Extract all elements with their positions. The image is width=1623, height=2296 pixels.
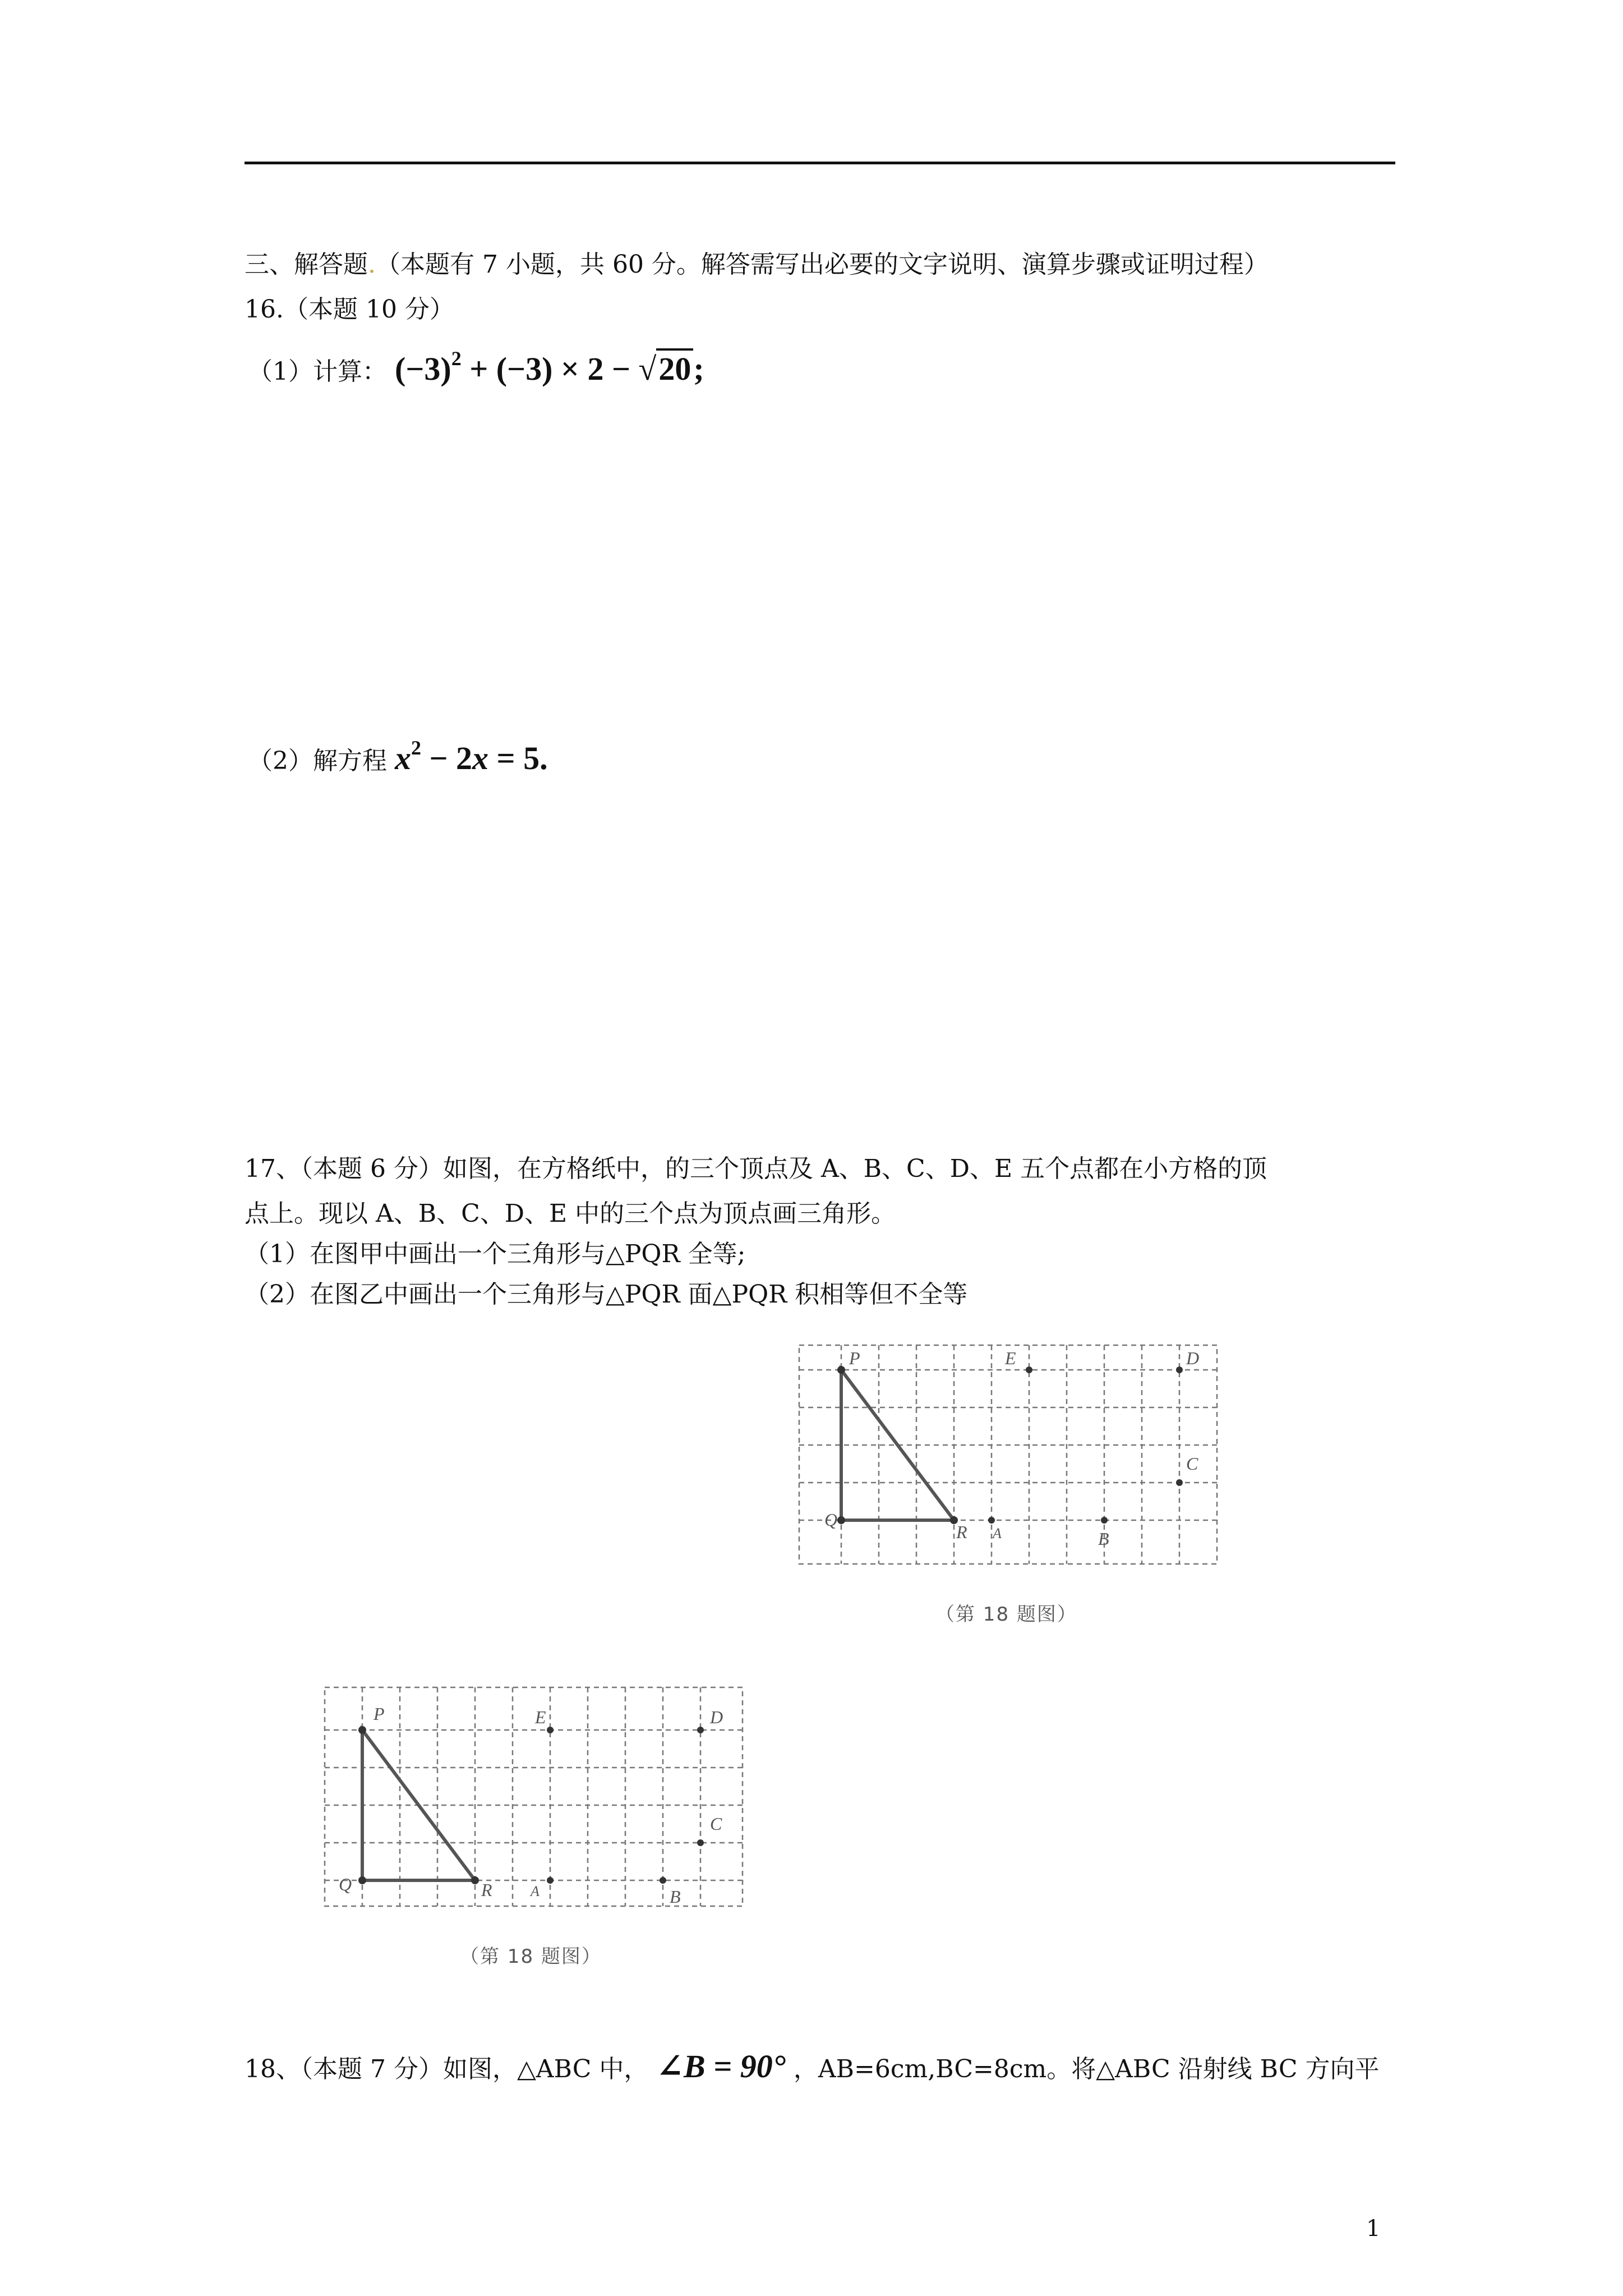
point-d <box>697 1727 704 1733</box>
point-b <box>1101 1517 1108 1524</box>
point-a <box>988 1517 995 1524</box>
label-q: Q <box>339 1874 352 1894</box>
q18-line <box>245 2050 1379 2086</box>
q17-part-1: （1）在图甲中画出一个三角形与△PQR 全等; <box>245 1240 746 1268</box>
q16-part1 <box>248 347 704 389</box>
point-e <box>547 1727 554 1733</box>
point-c <box>697 1839 704 1846</box>
q17-part-2: （2）在图乙中画出一个三角形与△PQR 面△PQR 积相等但不全等 <box>245 1280 968 1309</box>
q18-suffix: ，AB=6cm,BC=8cm。将△ABC 沿射线 BC 方向平 <box>793 2055 1380 2083</box>
grid-figure-a <box>796 1341 1223 1576</box>
q16-heading: 16.（本题 10 分） <box>245 295 454 324</box>
label-a: A <box>993 1525 1002 1542</box>
label-c: C <box>710 1814 722 1834</box>
grid-figure-b-svg <box>322 1683 748 1918</box>
q17-line-1: 17、（本题 6 分）如图，在方格纸中，的三个顶点及 A、B、C、D、E 五个点都在小方格的顶 <box>245 1154 1267 1183</box>
label-b: B <box>670 1887 681 1907</box>
sqrt-sign: √ <box>638 351 657 387</box>
eq-exponent: 2 <box>411 737 421 759</box>
label-r: R <box>956 1522 967 1542</box>
q16-part2 <box>248 737 548 778</box>
expr-term-1: (−3) <box>395 351 451 387</box>
grid-lines <box>325 1687 743 1906</box>
section-heading <box>245 248 1269 282</box>
section-instructions: （本题有 7 小题，共 60 分。解答需写出必要的文字说明、演算步骤或证明过程） <box>376 250 1269 279</box>
point-q <box>358 1876 366 1884</box>
point-d <box>1176 1366 1183 1373</box>
label-q: Q <box>824 1510 838 1530</box>
label-r: R <box>481 1880 492 1900</box>
label-d: D <box>1186 1348 1200 1368</box>
label-e: E <box>535 1707 546 1727</box>
label-p: P <box>374 1704 385 1724</box>
label-p: P <box>849 1348 860 1368</box>
figure-a-caption: （第 18 题图） <box>935 1603 1077 1626</box>
q18-angle-expr: ∠B = 90° <box>656 2048 786 2085</box>
point-q <box>837 1516 845 1524</box>
label-a: A <box>531 1883 540 1899</box>
expr-exponent: 2 <box>451 347 462 370</box>
point-p <box>837 1366 845 1374</box>
q16-part1-expression <box>395 347 704 387</box>
grid-frame <box>325 1687 743 1906</box>
q16-part2-label: （2）解方程 <box>248 747 395 775</box>
point-c <box>1176 1479 1183 1486</box>
expr-end: ; <box>693 351 704 387</box>
point-p <box>358 1726 366 1734</box>
eq-rhs: = 5. <box>488 740 548 776</box>
grid-frame <box>799 1345 1217 1564</box>
page-number: 1 <box>1366 2216 1381 2242</box>
grid-lines <box>799 1345 1217 1564</box>
label-e: E <box>1005 1348 1016 1368</box>
q16-part2-equation <box>394 737 548 776</box>
eq-middle: − 2 <box>421 740 473 776</box>
expr-term-2: + (−3) × 2 − <box>461 351 639 387</box>
grid-figure-a-svg <box>796 1341 1223 1576</box>
q18-prefix: 18、（本题 7 分）如图，△ABC 中， <box>245 2055 649 2083</box>
figure-b-caption: （第 18 题图） <box>460 1945 602 1968</box>
eq-var-x: x <box>394 740 411 776</box>
point-b <box>660 1877 666 1884</box>
point-r <box>471 1876 479 1884</box>
eq-var-x-2: x <box>472 740 489 776</box>
section-title: 三、解答题 <box>245 250 368 279</box>
label-d: D <box>710 1707 723 1727</box>
point-e <box>1026 1366 1032 1373</box>
section-title-dot: . <box>368 250 376 279</box>
header-rule <box>245 162 1395 164</box>
q17-line-2: 点上。现以 A、B、C、D、E 中的三个点为顶点画三角形。 <box>245 1199 896 1228</box>
label-b: B <box>1098 1529 1109 1549</box>
grid-figure-b <box>322 1683 748 1918</box>
point-a <box>547 1877 554 1884</box>
label-c: C <box>1186 1453 1198 1474</box>
q16-part1-label: （1）计算： <box>248 357 387 386</box>
sqrt-radicand: 20 <box>656 348 693 387</box>
